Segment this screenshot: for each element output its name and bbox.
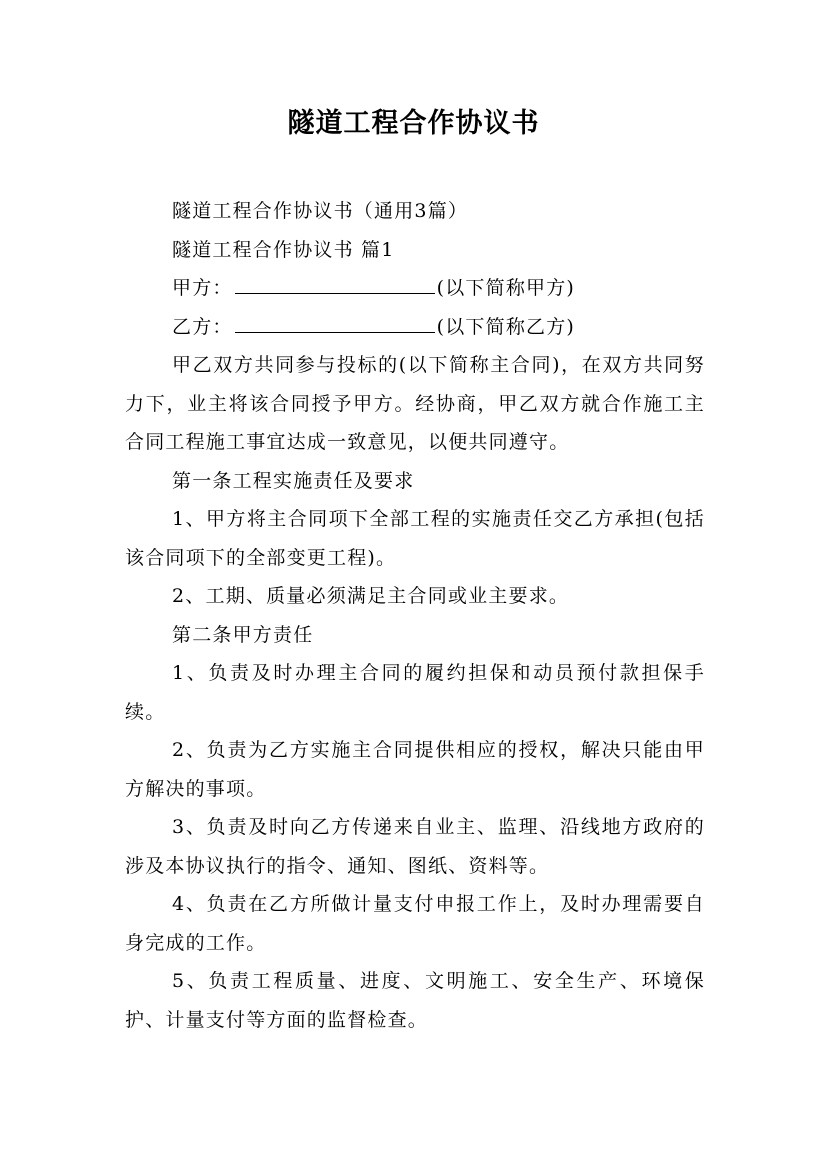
party-b-label: 乙方： <box>172 315 233 338</box>
party-a-blank <box>235 275 435 294</box>
article-2-item-1: 1、负责及时办理主合同的履约担保和动员预付款担保手续。 <box>125 662 705 723</box>
document-title: 隧道工程合作协议书 <box>287 108 540 139</box>
article-1-item-2: 2、工期、质量必须满足主合同或业主要求。 <box>172 585 570 607</box>
article-2-item-2: 2、负责为乙方实施主合同提供相应的授权，解决只能由甲方解决的事项。 <box>125 739 705 800</box>
paragraph-intro: 甲乙双方共同参与投标的(以下简称主合同)，在双方共同努力下，业主将该合同授予甲方。经协商，甲乙双方就合作施工主合同工程施工事宜达成一致意见，以便共同遵守。 <box>125 354 705 453</box>
article-2-heading: 第二条甲方责任 <box>172 623 314 646</box>
article-2-item-4: 4、负责在乙方所做计量支付申报工作上，及时办理需要自身完成的工作。 <box>125 893 705 954</box>
article-2-item-5: 5、负责工程质量、进度、文明施工、安全生产、环境保护、计量支付等方面的监督检查。 <box>125 970 705 1031</box>
article-1-heading: 第一条工程实施责任及要求 <box>172 469 415 492</box>
document-subtitle: 隧道工程合作协议书（通用3篇） <box>172 200 469 222</box>
party-a-line <box>125 269 705 308</box>
section-heading: 隧道工程合作协议书 篇1 <box>172 238 395 261</box>
document-body <box>125 192 705 1039</box>
party-a-label: 甲方： <box>172 277 233 299</box>
party-b-blank <box>235 314 435 333</box>
party-b-suffix: (以下简称乙方) <box>436 315 576 338</box>
article-1-item-1: 1、甲方将主合同项下全部工程的实施责任交乙方承担(包括该合同项下的全部变更工程)。 <box>125 508 705 569</box>
article-2-item-3: 3、负责及时向乙方传递来自业主、监理、沿线地方政府的涉及本协议执行的指令、通知、图纸、资料等。 <box>125 816 705 877</box>
party-b-line <box>125 308 705 347</box>
party-a-suffix: (以下简称甲方) <box>436 277 576 299</box>
